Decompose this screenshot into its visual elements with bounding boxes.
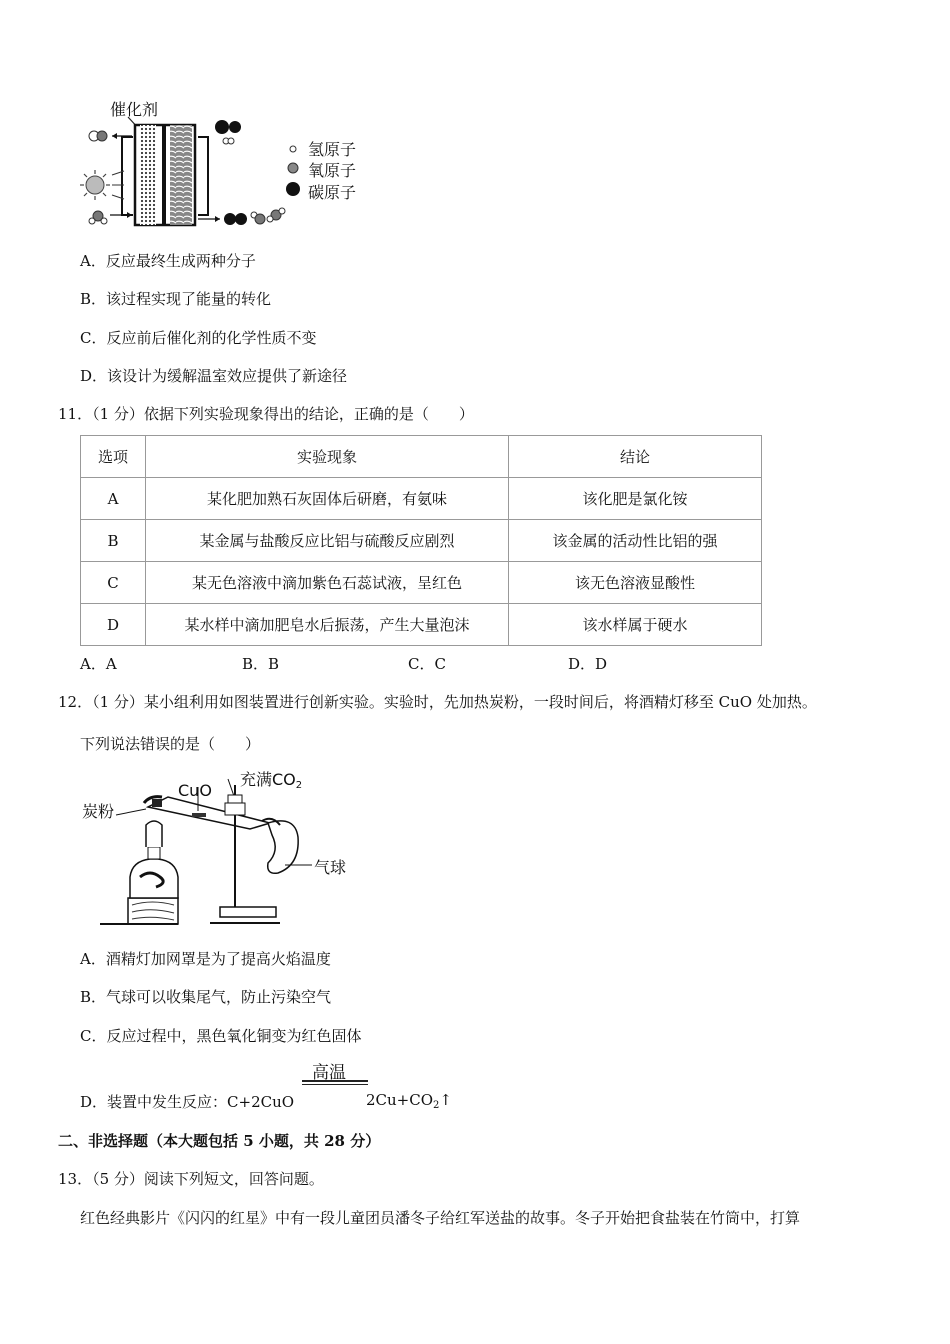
- cuo-label: CuO: [178, 781, 212, 800]
- section-heading: 二、非选择题（本大题包括 5 小题，共 28 分）: [58, 1132, 381, 1150]
- q12-option-d-product: [366, 1091, 452, 1111]
- table-cell: 某无色溶液中滴加紫色石蕊试液，呈红色: [146, 562, 509, 604]
- co2-filled-sub: 2: [295, 780, 303, 791]
- table-cell: A: [81, 478, 146, 520]
- table-row: [81, 562, 762, 604]
- table-cell: D: [81, 604, 146, 646]
- q10-option-b: B．该过程实现了能量的转化: [80, 290, 272, 308]
- q12-option-d: D．装置中发生反应：C+2CuO: [80, 1093, 295, 1111]
- legend-hydrogen: 氢原子: [308, 140, 357, 159]
- table-cell: 某金属与盐酸反应比铝与硫酸反应剧烈: [146, 520, 509, 562]
- catalyst-figure: [80, 95, 380, 235]
- carbon-powder-label: 炭粉: [82, 802, 115, 821]
- table-cell: 该金属的活动性比铝的强: [509, 520, 762, 562]
- table-cell: 该化肥是氯化铵: [509, 478, 762, 520]
- legend-oxygen: 氧原子: [308, 161, 357, 180]
- q11-table: [80, 435, 762, 646]
- reaction-equals-line: [302, 1080, 368, 1082]
- q13-stem: 13．（5 分）阅读下列短文，回答问题。: [58, 1170, 324, 1188]
- table-header-row: [81, 436, 762, 478]
- reaction-condition: 高温: [312, 1063, 346, 1083]
- q11-stem: 11．（1 分）依据下列实验现象得出的结论，正确的是（ ）: [58, 405, 474, 423]
- table-header: 结论: [509, 436, 762, 478]
- co2-filled-text: 充满CO: [240, 770, 296, 789]
- table-cell: 该无色溶液显酸性: [509, 562, 762, 604]
- balloon-label: 气球: [314, 858, 347, 877]
- apparatus-diagram: [80, 765, 370, 930]
- q12-stem-line2: 下列说法错误的是（ ）: [80, 735, 261, 753]
- q12-option-a: A．酒精灯加网罩是为了提高火焰温度: [80, 950, 331, 968]
- table-row: [81, 520, 762, 562]
- q12-option-c: C．反应过程中，黑色氧化铜变为红色固体: [80, 1027, 362, 1045]
- q12-option-b: B．气球可以收集尾气，防止污染空气: [80, 988, 332, 1006]
- table-cell: 某化肥加熟石灰固体后研磨，有氨味: [146, 478, 509, 520]
- table-row: [81, 604, 762, 646]
- q10-option-d: D．该设计为缓解温室效应提供了新途径: [80, 367, 348, 385]
- table-header: 实验现象: [146, 436, 509, 478]
- table-cell: B: [81, 520, 146, 562]
- q11-choice-d: D．D: [568, 655, 608, 673]
- legend-carbon: 碳原子: [308, 183, 357, 202]
- product-text: 2Cu+CO: [366, 1091, 434, 1109]
- table-cell: 某水样中滴加肥皂水后振荡，产生大量泡沫: [146, 604, 509, 646]
- q10-option-c: C．反应前后催化剂的化学性质不变: [80, 329, 317, 347]
- table-cell: 该水样属于硬水: [509, 604, 762, 646]
- q12-stem-line1: 12．（1 分）某小组利用如图装置进行创新实验。实验时，先加热炭粉，一段时间后，将酒精灯移至 CuO 处加热。: [58, 693, 817, 711]
- q11-choice-a: A．A: [80, 655, 117, 673]
- reaction-equals-line-2: [302, 1084, 368, 1085]
- table-cell: C: [81, 562, 146, 604]
- apparatus-figure: [80, 765, 370, 930]
- q11-choice-b: B．B: [242, 655, 280, 673]
- gas-arrow: ↑: [439, 1091, 452, 1109]
- q10-option-a: A．反应最终生成两种分子: [80, 252, 256, 270]
- q13-paragraph: 红色经典影片《闪闪的红星》中有一段儿童团员潘冬子给红军送盐的故事。冬子开始把食盐装在竹筒中，打算: [80, 1209, 801, 1227]
- product-sub: 2: [433, 1100, 440, 1111]
- co2-filled-label: [240, 767, 302, 791]
- catalyst-label: 催化剂: [110, 100, 159, 119]
- table-row: [81, 478, 762, 520]
- q11-choice-c: C．C: [408, 655, 446, 673]
- table-header: 选项: [81, 436, 146, 478]
